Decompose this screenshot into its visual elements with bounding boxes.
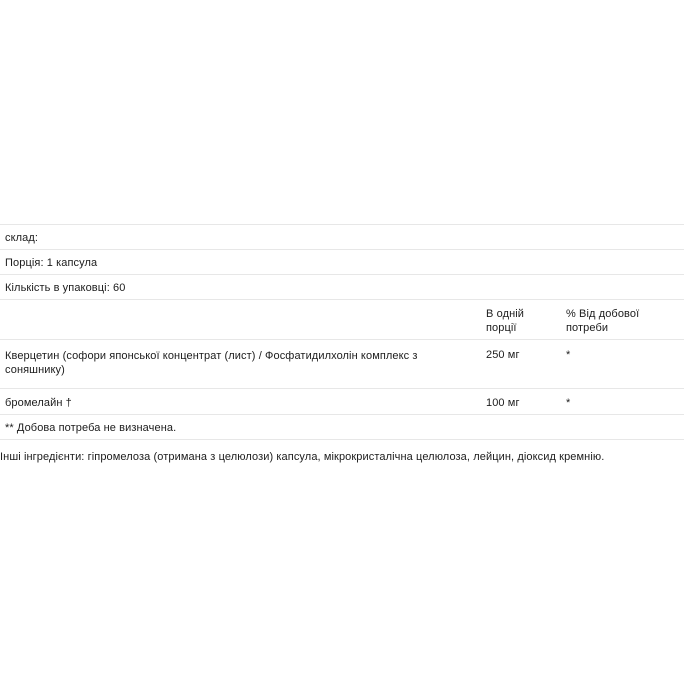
ingredient-amount: 250 мг	[486, 349, 520, 361]
serving-size: Порція: 1 капсула	[5, 257, 98, 269]
other-ingredients-text: Інші інгредієнти: гіпромелоза (отримана з целюлози) капсула, мікрокристалічна целюлоза, лейцин, діоксид кремнію.	[0, 451, 605, 463]
amount-per-serving-header: В одній порції	[486, 308, 525, 334]
package-count: Кількість в упаковці: 60	[5, 282, 126, 294]
package-count-row	[0, 274, 684, 299]
composition-title-row	[0, 224, 684, 249]
table-header-row	[0, 299, 684, 339]
ingredient-daily-value: *	[566, 349, 571, 361]
table-row	[0, 388, 684, 414]
ingredient-daily-value: *	[566, 397, 571, 409]
footnote-row	[0, 414, 684, 440]
daily-value-footnote: ** Добова потреба не визначена.	[5, 422, 177, 434]
serving-size-row	[0, 249, 684, 274]
daily-value-header: % Від добової потреби	[566, 308, 640, 334]
ingredient-name: Кверцетин (софори японської концентрат (лист) / Фосфатидилхолін комплекс з соняшнику)	[5, 350, 418, 376]
composition-title: склад:	[5, 232, 39, 244]
table-row	[0, 339, 684, 388]
ingredient-name: бромелайн †	[5, 397, 72, 409]
ingredient-amount: 100 мг	[486, 397, 520, 409]
supplement-facts-table	[0, 224, 684, 440]
